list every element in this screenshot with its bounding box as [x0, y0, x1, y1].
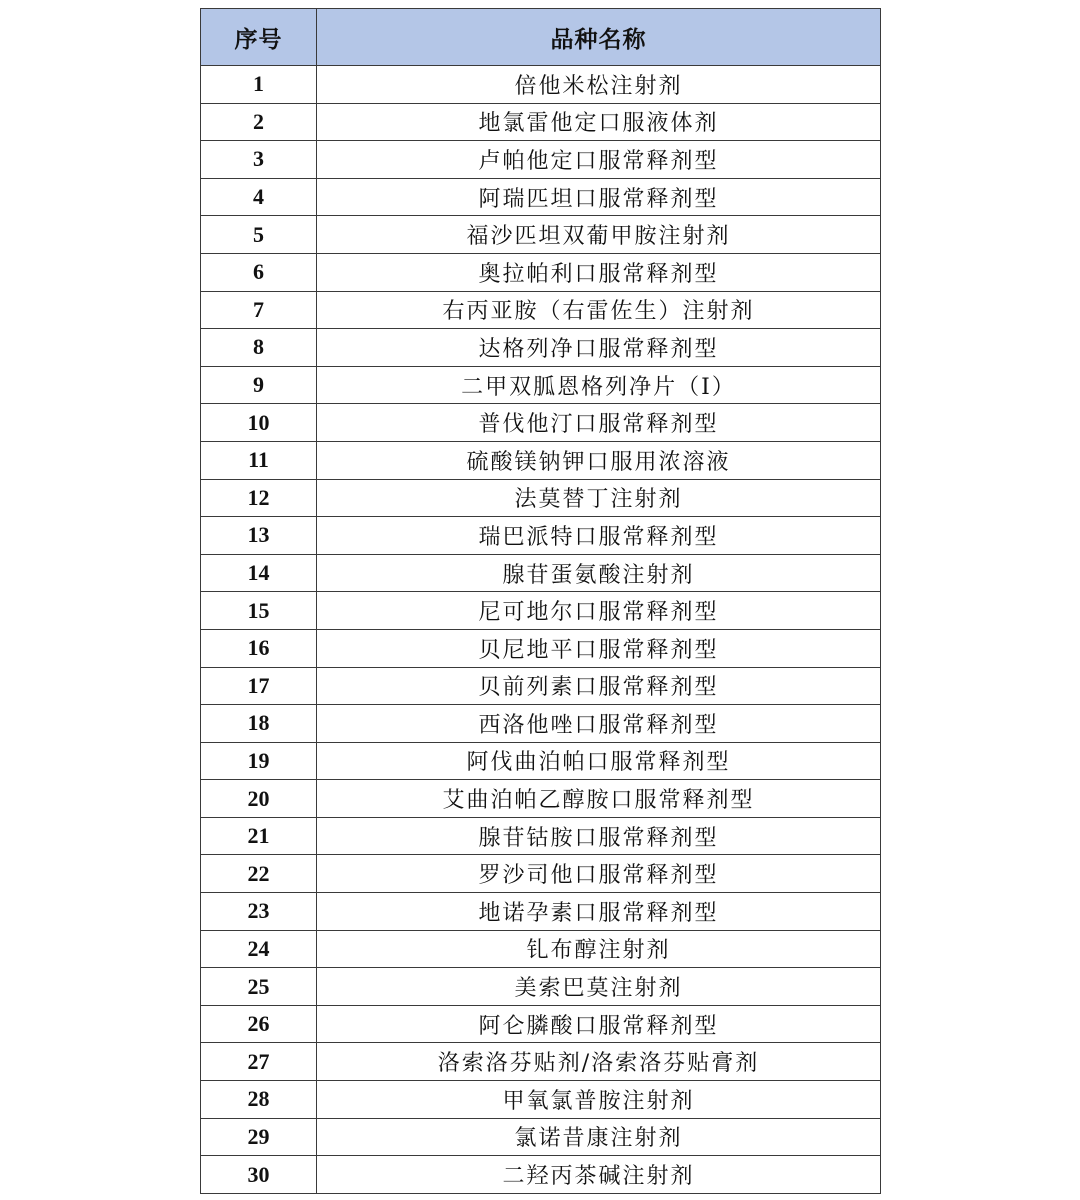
table-header [201, 9, 881, 66]
table-row [201, 517, 881, 555]
row-index-cell: 30 [201, 1156, 317, 1194]
table-row [201, 667, 881, 705]
table-row [201, 141, 881, 179]
row-drug-name-cell: 钆布醇注射剂 [317, 930, 881, 968]
row-index-cell: 14 [201, 554, 317, 592]
row-index-cell: 13 [201, 517, 317, 555]
table-row [201, 479, 881, 517]
row-index-cell: 12 [201, 479, 317, 517]
table-row [201, 1081, 881, 1119]
row-drug-name-cell: 倍他米松注射剂 [317, 66, 881, 104]
table-row [201, 817, 881, 855]
row-drug-name-cell: 洛索洛芬贴剂/洛索洛芬贴膏剂 [317, 1043, 881, 1081]
row-index-cell: 8 [201, 329, 317, 367]
row-index-cell: 17 [201, 667, 317, 705]
table-row [201, 329, 881, 367]
row-index-cell: 6 [201, 253, 317, 291]
table-row [201, 705, 881, 743]
table-row [201, 103, 881, 141]
table-row [201, 742, 881, 780]
row-drug-name-cell: 硫酸镁钠钾口服用浓溶液 [317, 441, 881, 479]
row-drug-name-cell: 腺苷蛋氨酸注射剂 [317, 554, 881, 592]
row-drug-name-cell: 腺苷钴胺口服常释剂型 [317, 817, 881, 855]
row-drug-name-cell: 奥拉帕利口服常释剂型 [317, 253, 881, 291]
row-index-cell: 20 [201, 780, 317, 818]
row-drug-name-cell: 普伐他汀口服常释剂型 [317, 404, 881, 442]
row-index-cell: 11 [201, 441, 317, 479]
table-row [201, 1005, 881, 1043]
row-drug-name-cell: 罗沙司他口服常释剂型 [317, 855, 881, 893]
row-drug-name-cell: 氯诺昔康注射剂 [317, 1118, 881, 1156]
row-drug-name-cell: 阿仑膦酸口服常释剂型 [317, 1005, 881, 1043]
row-drug-name-cell: 贝前列素口服常释剂型 [317, 667, 881, 705]
table-row [201, 1043, 881, 1081]
table-row [201, 592, 881, 630]
row-drug-name-cell: 瑞巴派特口服常释剂型 [317, 517, 881, 555]
table-row [201, 291, 881, 329]
table-row [201, 930, 881, 968]
row-drug-name-cell: 右丙亚胺（右雷佐生）注射剂 [317, 291, 881, 329]
row-index-cell: 9 [201, 366, 317, 404]
table-row [201, 629, 881, 667]
row-drug-name-cell: 尼可地尔口服常释剂型 [317, 592, 881, 630]
drug-list-table [200, 8, 881, 1194]
row-drug-name-cell: 达格列净口服常释剂型 [317, 329, 881, 367]
table-body [201, 66, 881, 1194]
header-index: 序号 [201, 9, 317, 66]
row-drug-name-cell: 地诺孕素口服常释剂型 [317, 893, 881, 931]
table-row [201, 1118, 881, 1156]
table-row [201, 404, 881, 442]
row-index-cell: 21 [201, 817, 317, 855]
row-index-cell: 16 [201, 629, 317, 667]
table-row [201, 66, 881, 104]
table-row [201, 780, 881, 818]
row-drug-name-cell: 二甲双胍恩格列净片（Ⅰ） [317, 366, 881, 404]
row-index-cell: 18 [201, 705, 317, 743]
row-index-cell: 10 [201, 404, 317, 442]
table-row [201, 893, 881, 931]
row-index-cell: 4 [201, 178, 317, 216]
table-row [201, 253, 881, 291]
row-drug-name-cell: 卢帕他定口服常释剂型 [317, 141, 881, 179]
row-drug-name-cell: 阿伐曲泊帕口服常释剂型 [317, 742, 881, 780]
row-index-cell: 27 [201, 1043, 317, 1081]
table-row [201, 968, 881, 1006]
table-row [201, 216, 881, 254]
row-drug-name-cell: 福沙匹坦双葡甲胺注射剂 [317, 216, 881, 254]
row-index-cell: 28 [201, 1081, 317, 1119]
row-index-cell: 26 [201, 1005, 317, 1043]
row-drug-name-cell: 二羟丙茶碱注射剂 [317, 1156, 881, 1194]
row-drug-name-cell: 贝尼地平口服常释剂型 [317, 629, 881, 667]
table-row [201, 1156, 881, 1194]
row-drug-name-cell: 美索巴莫注射剂 [317, 968, 881, 1006]
row-index-cell: 25 [201, 968, 317, 1006]
row-drug-name-cell: 阿瑞匹坦口服常释剂型 [317, 178, 881, 216]
row-index-cell: 3 [201, 141, 317, 179]
table-header-row [201, 9, 881, 66]
row-index-cell: 22 [201, 855, 317, 893]
row-drug-name-cell: 地氯雷他定口服液体剂 [317, 103, 881, 141]
row-index-cell: 5 [201, 216, 317, 254]
row-index-cell: 23 [201, 893, 317, 931]
row-index-cell: 19 [201, 742, 317, 780]
table-row [201, 441, 881, 479]
table-row [201, 554, 881, 592]
row-index-cell: 15 [201, 592, 317, 630]
header-name: 品种名称 [317, 9, 881, 66]
row-drug-name-cell: 法莫替丁注射剂 [317, 479, 881, 517]
row-index-cell: 1 [201, 66, 317, 104]
table-row [201, 366, 881, 404]
row-index-cell: 7 [201, 291, 317, 329]
table-row [201, 178, 881, 216]
row-drug-name-cell: 艾曲泊帕乙醇胺口服常释剂型 [317, 780, 881, 818]
table-row [201, 855, 881, 893]
row-index-cell: 29 [201, 1118, 317, 1156]
row-index-cell: 2 [201, 103, 317, 141]
row-index-cell: 24 [201, 930, 317, 968]
drug-list-table-container [200, 8, 880, 1194]
row-drug-name-cell: 甲氧氯普胺注射剂 [317, 1081, 881, 1119]
row-drug-name-cell: 西洛他唑口服常释剂型 [317, 705, 881, 743]
